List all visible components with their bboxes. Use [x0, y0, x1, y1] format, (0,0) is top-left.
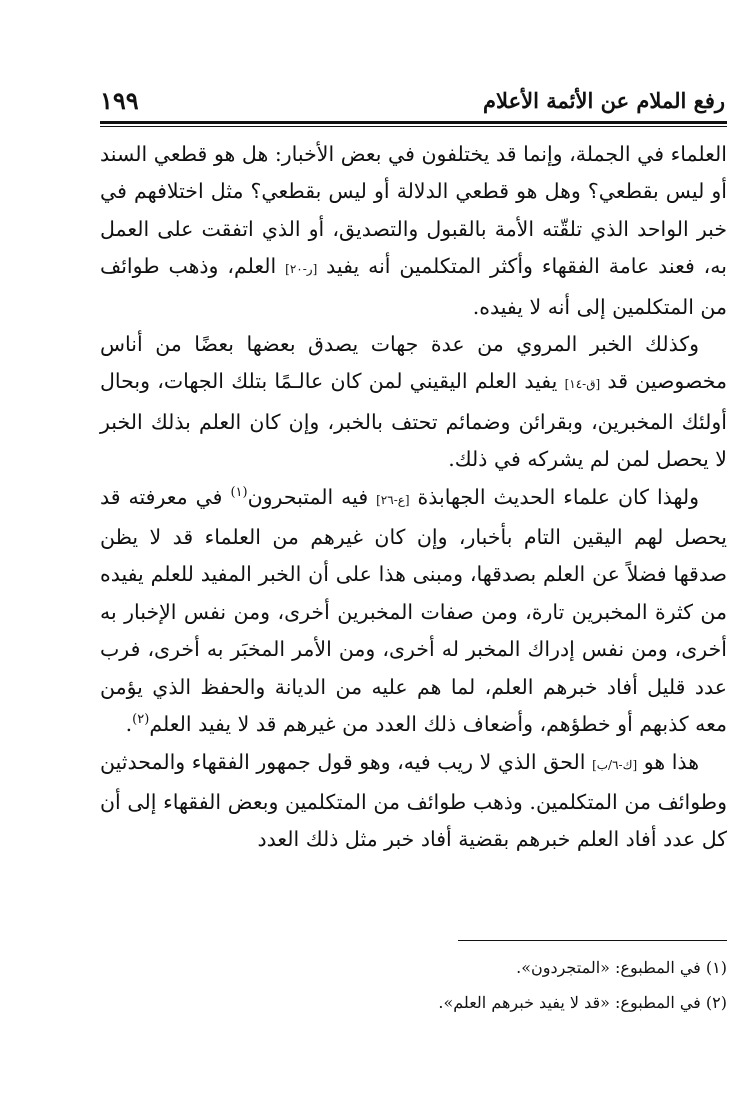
- text-run: ولهذا كان علماء الحديث الجهابذة: [409, 484, 700, 509]
- manuscript-ref: [ك-٦/ب]: [592, 757, 638, 772]
- text-run: وكذلك الخبر المروي من عدة جهات يصدق بعضها بعضًا من أناس مخصوصين قد: [100, 332, 727, 394]
- manuscript-ref: [ق-١٤]: [564, 377, 601, 392]
- text-run: فيه المتبحرون: [247, 484, 377, 509]
- text-run: هذا هو: [637, 749, 700, 774]
- manuscript-ref: [ر-٢٠]: [285, 262, 318, 277]
- page-header: [100, 86, 725, 120]
- text-run: .: [125, 712, 133, 737]
- text-run: العلم، وذهب طوائف من المتكلمين إلى أنه لا يفيده.: [100, 254, 727, 319]
- footnotes: [100, 950, 727, 1020]
- header-rule: [100, 121, 727, 124]
- text-run: يفيد العلم اليقيني لمن كان عالـمًا بتلك الجهات، وبحال أولئك المخبرين، وبقرائن وضمائم تحتف بالخبر، وإن كان العلم بذلك الخبر لا يحصل لمن لم يشركه في ذلك.: [100, 369, 727, 472]
- text-run: العلماء في الجملة، وإنما قد يختلفون في بعض الأخبار: هل هو قطعي السند أو ليس بقطعي؟ وهل هو قطعي الدلالة أو ليس بقطعي؟ مثل اختلافهم في خبر الواحد الذي تلقّته الأمة بالقبول والتصديق، أو الذي اتفقت على العمل به، فعند عامة الفقهاء وأكثر المتكلمين أنه يفيد: [100, 142, 727, 279]
- body-text: [100, 136, 727, 859]
- manuscript-ref: [ع-٢٦]: [376, 492, 410, 507]
- paragraph: [100, 479, 727, 744]
- paragraph: [100, 136, 727, 326]
- paragraph: [100, 744, 727, 859]
- footnote-marker: (١): [230, 484, 248, 500]
- text-run: الحق الذي لا ريب فيه، وهو قول جمهور الفقهاء والمحدثين وطوائف من المتكلمين. وذهب طوائف من المتكلمين وبعض الفقهاء إلى أن كل عدد أفاد العلم خبرهم بقضية أفاد خبر مثل ذلك العدد: [100, 749, 727, 852]
- text-run: في معرفته قد يحصل لهم اليقين التام بأخبار، وإن كان غيرهم من العلماء قد لا يظن صدقها فضلاً عن العلم بصدقها، ومبنى هذا على أن الخبر المفيد للعلم يفيده من كثرة المخبرين تارة، ومن صفات المخبرين أخرى، ومن نفس الإخبار به أخرى، ومن نفس إدراك المخبر له أخرى، ومن الأمر المخبَر به أخرى، فرب عدد قليل أفاد خبرهم العلم، لما هم عليه من الديانة والحفظ الذي يؤمن معه كذبهم أو خطؤهم، وأضعاف ذلك العدد من غيرهم قد لا يفيد العلم: [100, 484, 727, 737]
- paragraph: [100, 326, 727, 479]
- header-rule-thin: [100, 126, 727, 127]
- page-number: ١٩٩: [100, 86, 139, 115]
- running-title: رفع الملام عن الأئمة الأعلام: [483, 88, 725, 113]
- footnote-marker: (٢): [132, 712, 150, 728]
- footnote: (١) في المطبوع: «المتجردون».: [516, 958, 727, 977]
- footnote-separator: [458, 940, 727, 941]
- footnote: (٢) في المطبوع: «قد لا يفيد خبرهم العلم».: [438, 993, 727, 1012]
